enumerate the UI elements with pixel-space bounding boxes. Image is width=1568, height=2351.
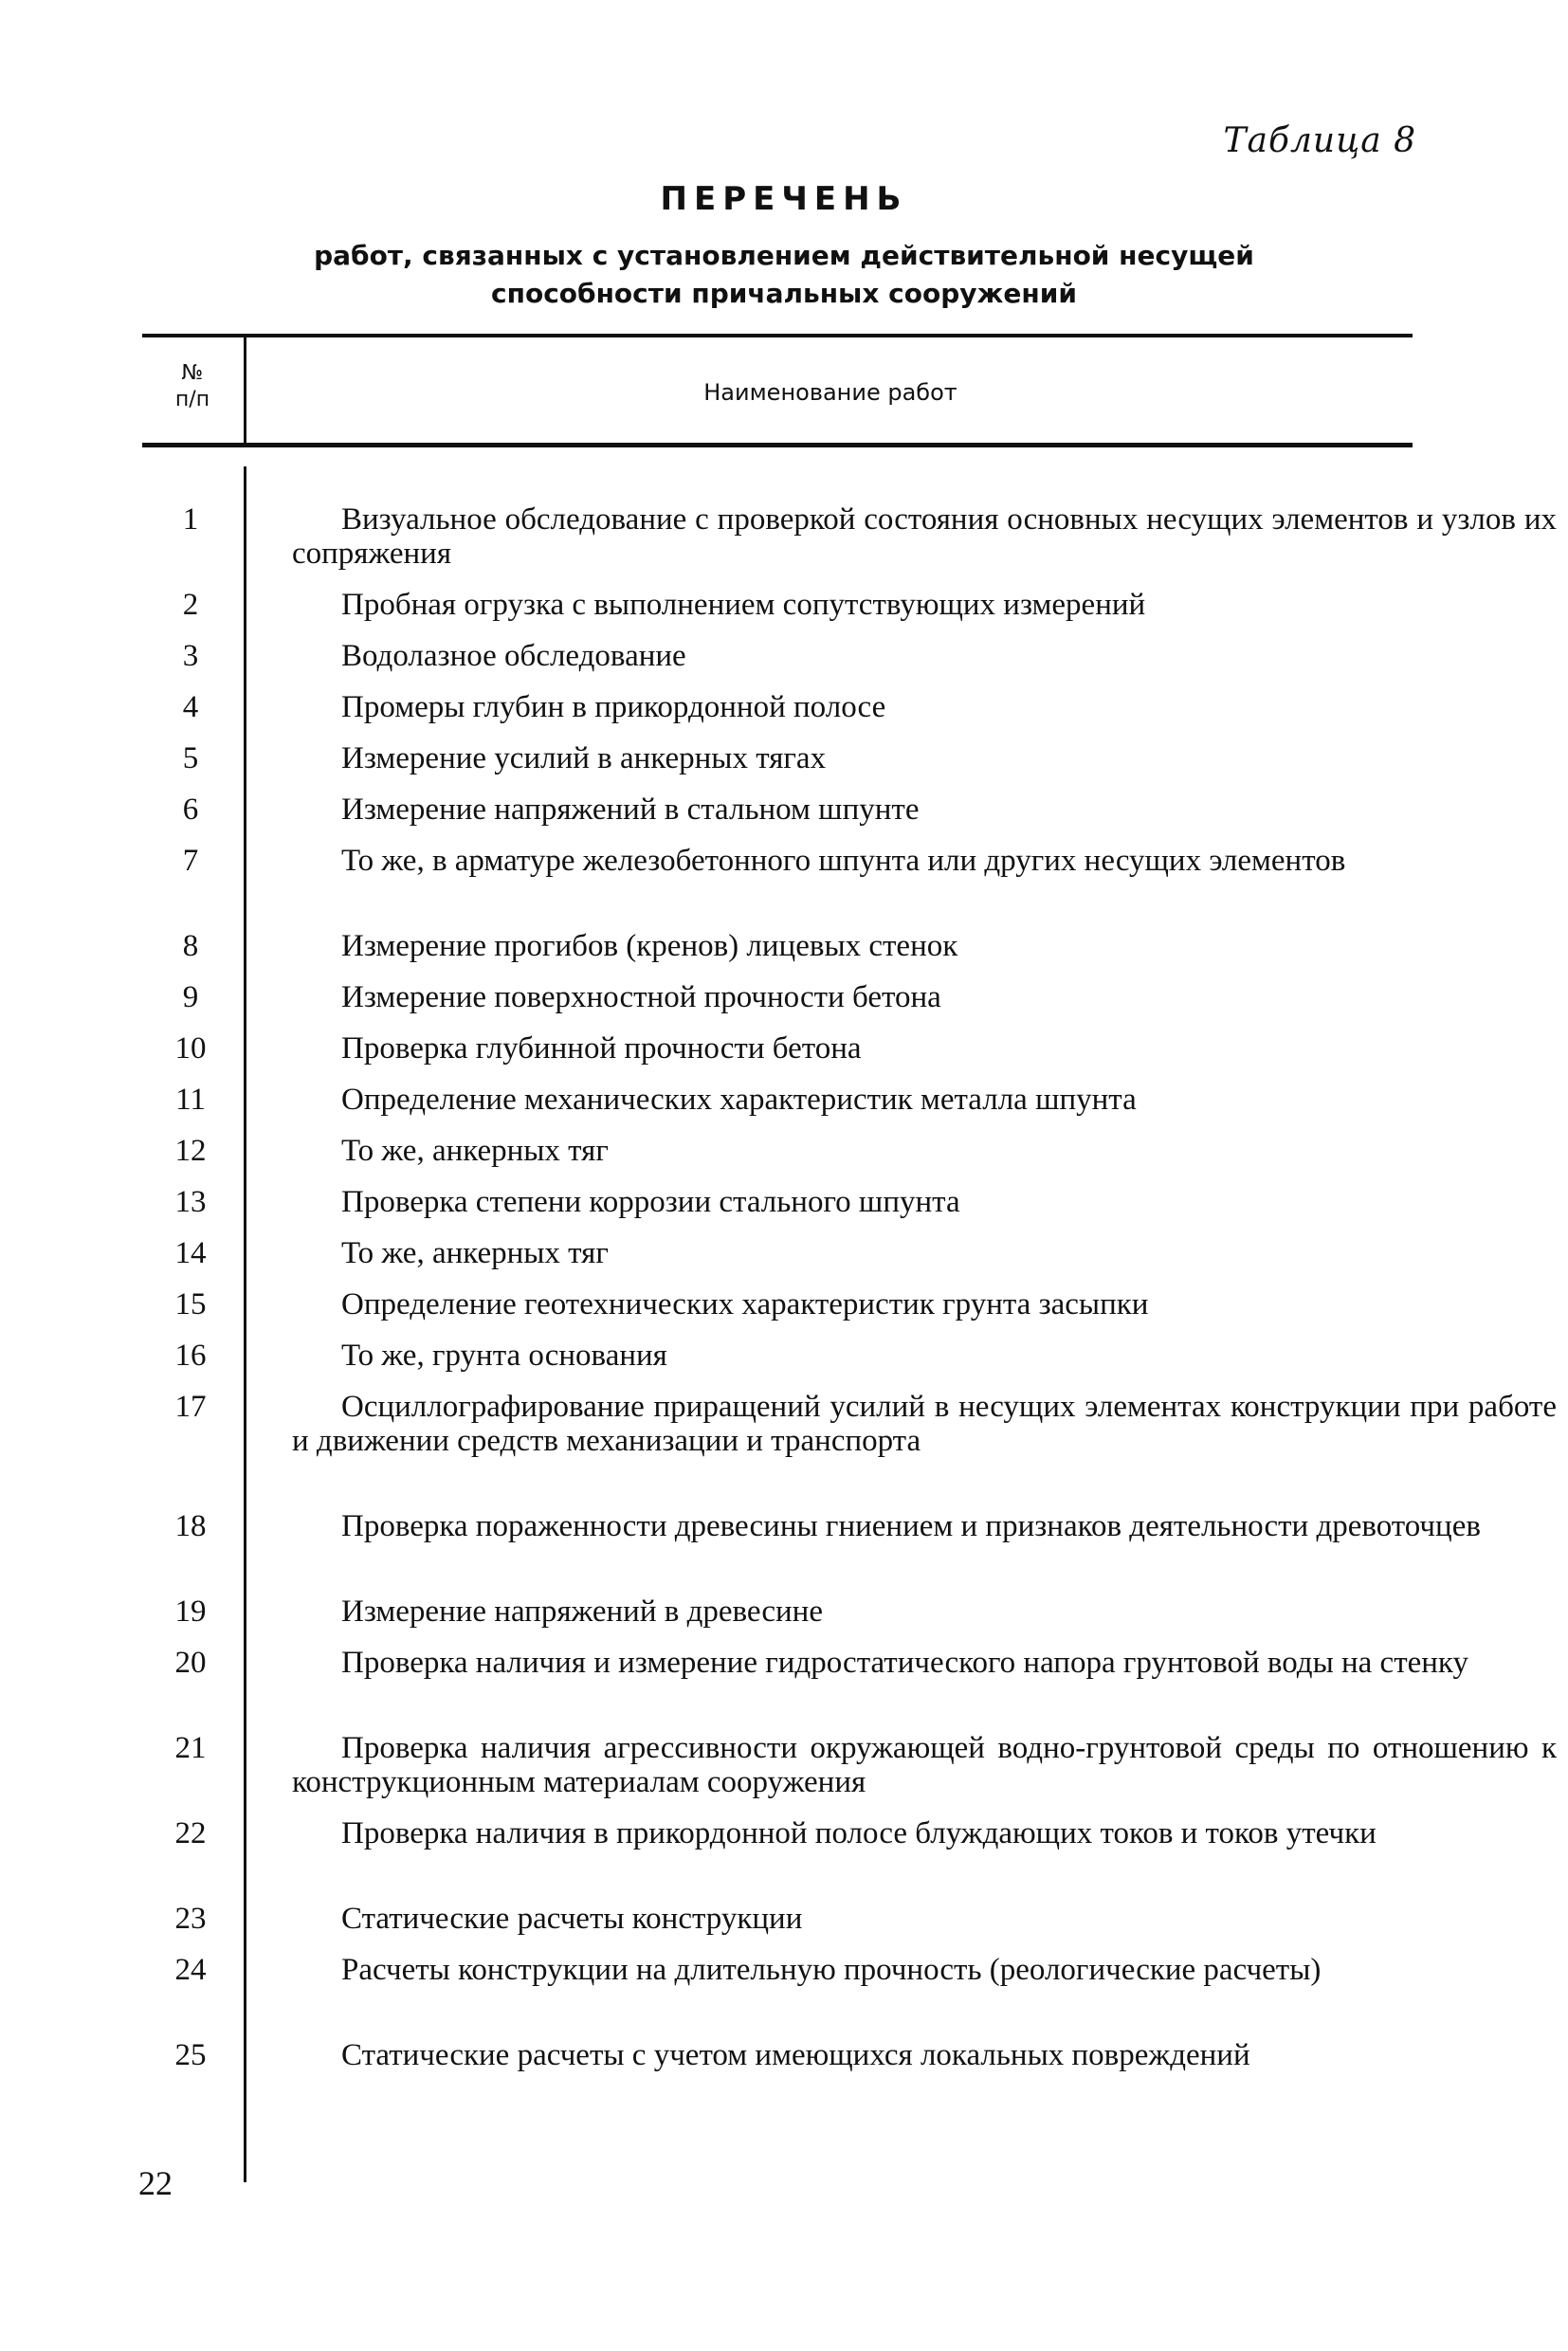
row-text: Проверка глубинной прочности бетона <box>341 1031 862 1066</box>
row-text: Измерение усилий в анкерных тягах <box>341 741 827 775</box>
row-number: 2 <box>182 588 199 622</box>
row-number: 21 <box>174 1731 207 1765</box>
row-text: Пробная огрузка с выполнением сопутствующих измерений <box>341 588 1146 622</box>
row-number: 24 <box>174 1953 207 1987</box>
row-text: Проверка наличия агрессивности окружающей водно-грунтовой среды по отношению к конструкционным материалам сооружения <box>292 1731 1557 1799</box>
row-number: 17 <box>174 1390 207 1424</box>
document-heading: ПЕРЕЧЕНЬ <box>660 180 908 218</box>
row-text: Определение механических характеристик металла шпунта <box>341 1083 1137 1117</box>
row-number: 22 <box>174 1816 207 1850</box>
row-text: Проверка наличия в прикордонной полосе блуждающих токов и токов утечки <box>341 1816 1377 1850</box>
row-number: 5 <box>182 741 199 775</box>
header-column-divider <box>244 337 246 443</box>
row-text: То же, грунта основания <box>341 1339 667 1373</box>
document-subheading <box>0 237 1568 313</box>
row-text: Определение геотехнических характеристик грунта засыпки <box>341 1287 1149 1321</box>
row-text: То же, в арматуре железобетонного шпунта или других несущих элементов <box>341 844 1346 878</box>
table-header-bottom-rule <box>142 443 1413 447</box>
row-number: 13 <box>174 1185 207 1219</box>
row-number: 25 <box>174 2038 207 2072</box>
row-text: Осциллографирование приращений усилий в несущих элементах конструкции при работе и движении средств механизации и транспорта <box>292 1390 1557 1458</box>
row-number: 12 <box>174 1134 207 1168</box>
column-header-number <box>142 360 243 413</box>
body-column-divider <box>244 466 246 2182</box>
row-number: 10 <box>174 1031 207 1066</box>
row-text: Измерение напряжений в древесине <box>341 1595 823 1629</box>
row-number: 3 <box>182 639 199 673</box>
row-text: Статические расчеты с учетом имеющихся локальных повреждений <box>341 2038 1250 2072</box>
row-number: 11 <box>175 1083 206 1117</box>
row-number: 4 <box>182 690 199 724</box>
row-text: Промеры глубин в прикордонной полосе <box>341 690 886 724</box>
row-text: То же, анкерных тяг <box>341 1134 609 1168</box>
row-text: Водолазное обследование <box>341 639 686 673</box>
row-number: 15 <box>174 1287 207 1321</box>
row-text: Измерение прогибов (кренов) лицевых стенок <box>341 929 958 963</box>
subheading-line-2: способности причальных сооружений <box>491 278 1077 309</box>
row-text: Проверка наличия и измерение гидростатического напора грунтовой воды на стенку <box>341 1646 1468 1680</box>
column-header-number-symbol: № <box>181 361 204 385</box>
row-number: 16 <box>174 1339 207 1373</box>
row-text: То же, анкерных тяг <box>341 1236 609 1270</box>
subheading-line-1: работ, связанных с установлением действительной несущей <box>314 240 1254 271</box>
row-number: 8 <box>182 929 199 963</box>
row-text: Расчеты конструкции на длительную прочность (реологические расчеты) <box>341 1953 1322 1987</box>
row-text: Статические расчеты конструкции <box>341 1902 803 1936</box>
row-text: Визуальное обследование с проверкой состояния основных несущих элементов и узлов их сопряжения <box>292 502 1557 571</box>
table-top-rule <box>142 334 1413 337</box>
table-label: Таблица 8 <box>1223 121 1416 160</box>
row-text: Измерение напряжений в стальном шпунте <box>341 793 920 827</box>
column-header-number-abbr: п/п <box>174 388 210 411</box>
row-number: 14 <box>174 1236 207 1270</box>
row-number: 19 <box>174 1595 207 1629</box>
page-number: 22 <box>138 2164 173 2202</box>
row-number: 18 <box>174 1509 207 1543</box>
column-header-name: Наименование работ <box>703 379 957 406</box>
row-text: Измерение поверхностной прочности бетона <box>341 980 941 1014</box>
row-text: Проверка пораженности древесины гниением и признаков деятельности древоточцев <box>341 1509 1481 1543</box>
row-number: 1 <box>182 502 199 537</box>
row-number: 23 <box>174 1902 207 1936</box>
row-number: 7 <box>182 844 199 878</box>
row-number: 6 <box>182 793 199 827</box>
row-number: 20 <box>174 1646 207 1680</box>
row-text: Проверка степени коррозии стального шпунта <box>341 1185 960 1219</box>
row-number: 9 <box>182 980 199 1014</box>
